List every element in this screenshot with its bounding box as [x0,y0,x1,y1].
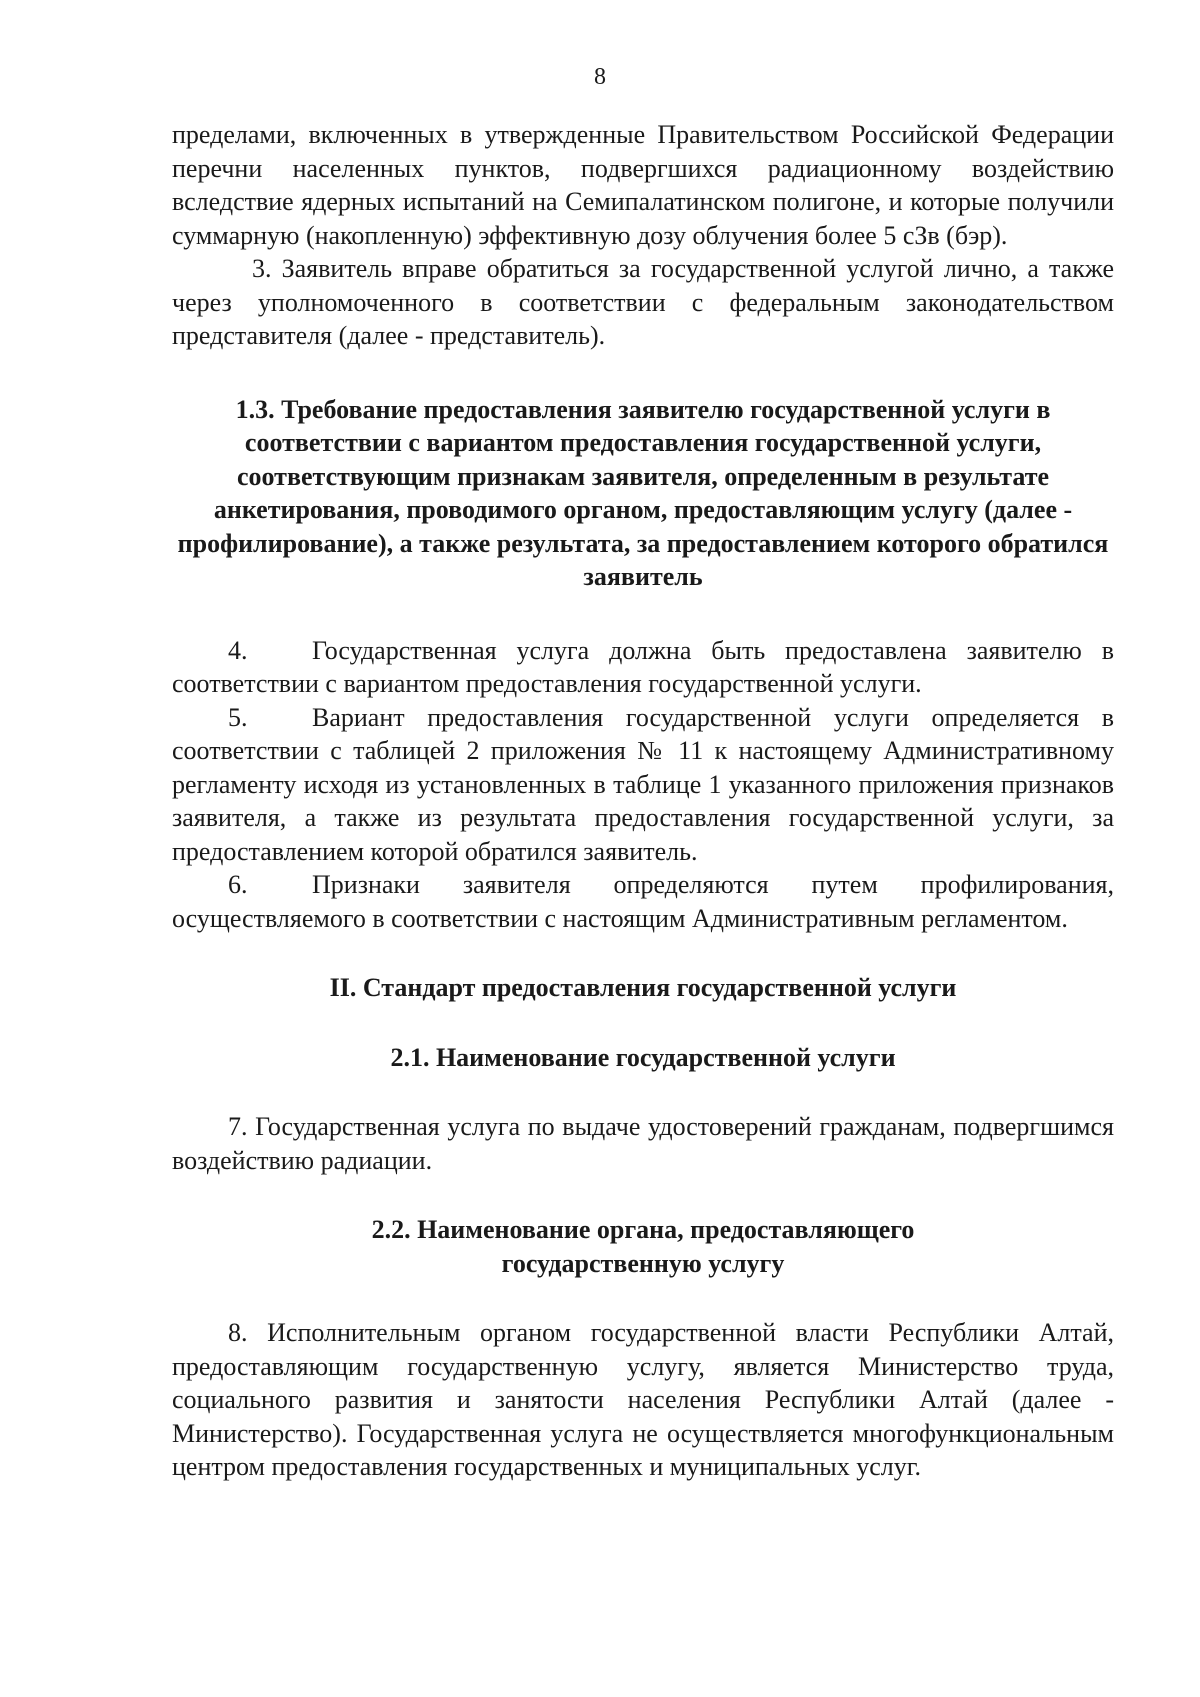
page-number: 8 [594,64,606,90]
spacer [172,1005,1114,1041]
document-body [172,118,1114,1484]
spacer [172,1074,1114,1110]
section-2-2-heading-line-1: 2.2. Наименование органа, предоставляющего [371,1215,915,1244]
item-number: 4. [228,635,248,665]
section-2-1-heading: 2.1. Наименование государственной услуги [390,1042,896,1072]
paragraph-3: 3. Заявитель вправе обратиться за государственной услугой лично, а также через уполномоченного в соответствии с федеральным законодательством представителя (далее - представитель). [172,254,1114,350]
paragraph-7: 7. Государственная услуга по выдаче удостоверений гражданам, подвергшимся воздействию радиации. [172,1112,1114,1175]
item-text: Признаки заявителя определяются путем профилирования, осуществляемого в соответствии с настоящим Административным регламентом. [172,870,1114,933]
item-text: Вариант предоставления государственной услуги определяется в соответствии с таблицей 2 приложения № 11 к настоящему Административному регламенту исходя из установленных в таблице 1 указанного приложения признаков заявителя, а также из результата предоставления государственной услуги, за предоставлением которой обратился заявитель. [172,702,1114,866]
spacer [172,935,1114,971]
item-number: 5. [228,702,248,732]
spacer [172,1177,1114,1213]
section-1-3-heading: 1.3. Требование предоставления заявителю государственной услуги в соответствии с вариантом предоставления государственной услуги, соответствующим признакам заявителя, определенным в результате анкетирования, проводимого органом, предоставляющим услугу (далее - профилирование), а также результата, за предоставлением которого обратился заявитель [177,394,1109,591]
spacer [172,353,1114,393]
item-number: 6. [228,870,248,899]
spacer [172,1280,1114,1316]
section-2-heading: II. Стандарт предоставления государственной услуги [329,973,957,1002]
paragraph-6 [172,868,1114,935]
spacer [172,594,1114,634]
paragraph-4 [172,634,1114,701]
section-2-2-heading-line-2: государственную услугу [501,1248,785,1278]
paragraph-8: 8. Исполнительным органом государственной власти Республики Алтай, предоставляющим государственную услугу, является Министерство труда, социального развития и занятости населения Республики Алтай (далее - Министерство). Государственная услуга не осуществляется многофункциональным центром предоставления государственных и муниципальных услуг. [172,1318,1114,1481]
paragraph-5 [172,701,1114,869]
item-text: Государственная услуга должна быть предоставлена заявителю в соответствии с вариантом предоставления государственной услуги. [172,635,1114,698]
paragraph-continuation: пределами, включенных в утвержденные Правительством Российской Федерации перечни населенных пунктов, подвергшихся радиационному воздействию вследствие ядерных испытаний на Семипалатинском полигоне, и которые получили суммарную (накопленную) эффективную дозу облучения более 5 сЗв (бэр). [172,120,1114,250]
